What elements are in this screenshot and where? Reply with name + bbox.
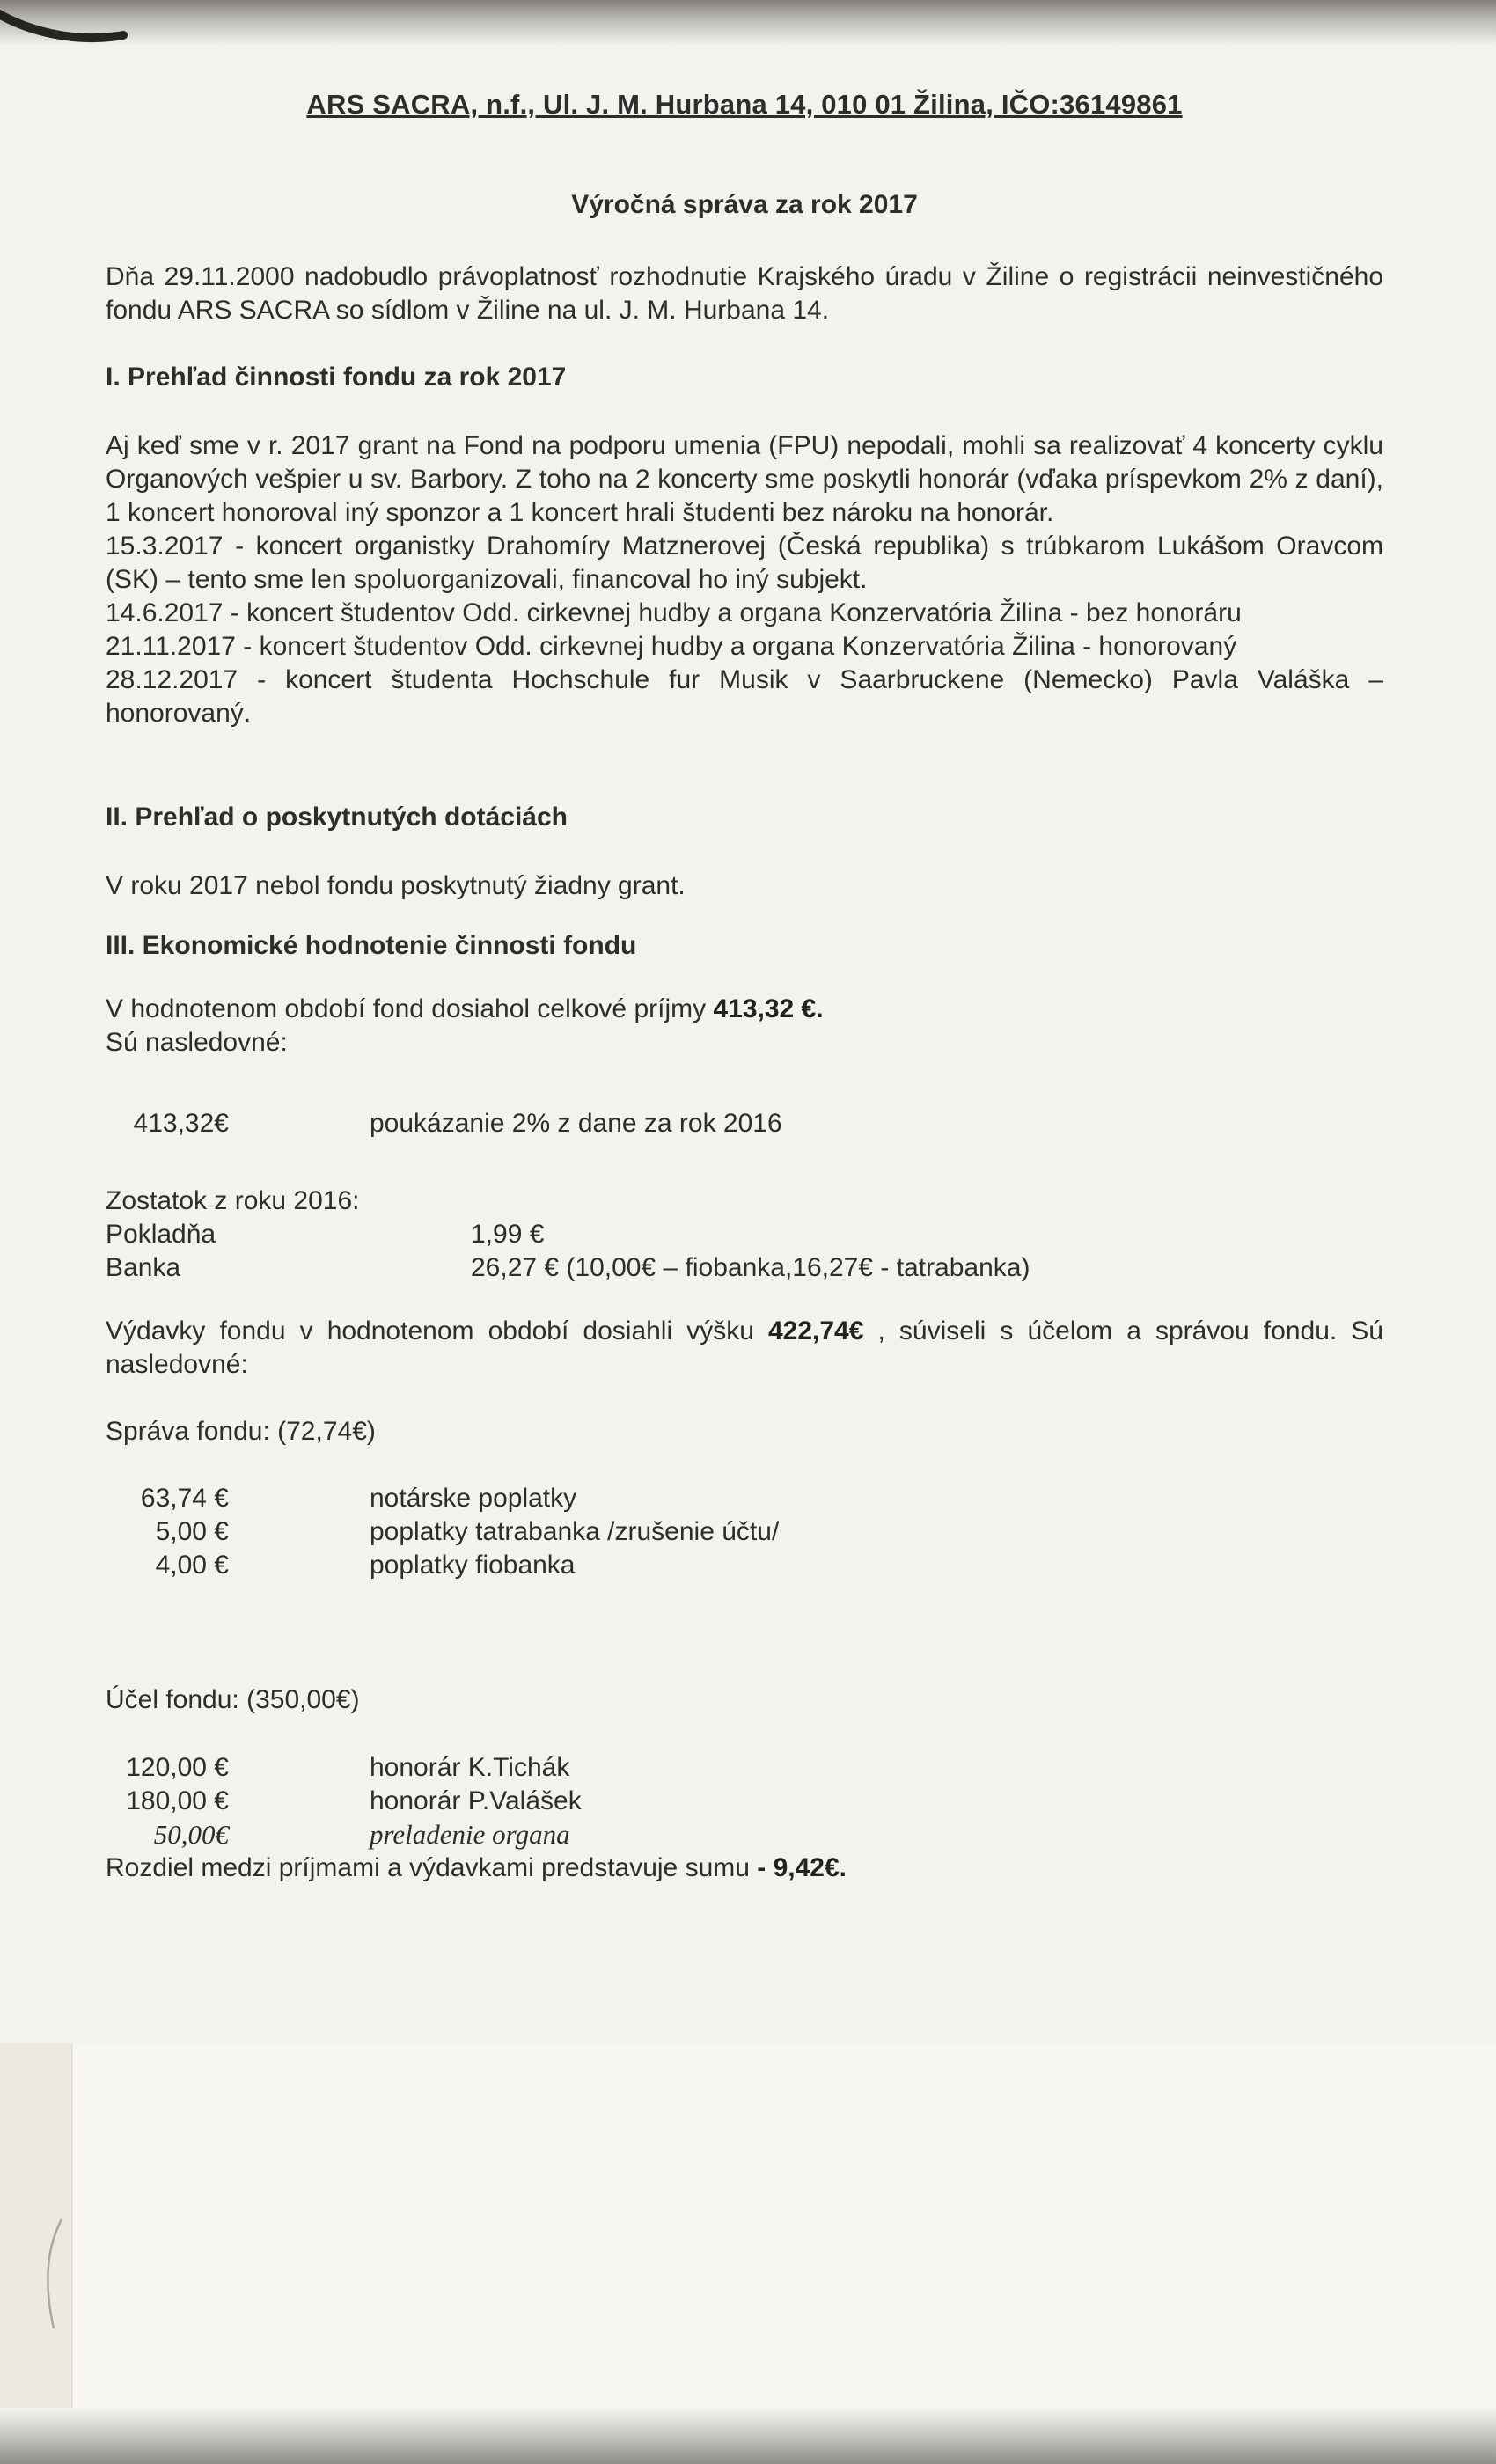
balance-row xyxy=(106,1251,1383,1285)
concert-item: 28.12.2017 - koncert študenta Hochschule fur Musik v Saarbruckene (Nemecko) Pavla Valáška – honorovaný. xyxy=(106,665,1383,728)
expense-row xyxy=(106,1482,1383,1515)
income-intro-text: V hodnotenom období fond dosiahol celkové príjmy xyxy=(106,994,714,1023)
expense-amount: 5,00 € xyxy=(155,1517,229,1546)
expense-description: poplatky tatrabanka /zrušenie účtu/ xyxy=(370,1517,780,1546)
expenses-total-value: 422,74€ xyxy=(767,1316,864,1346)
document-header: ARS SACRA, n.f., Ul. J. M. Hurbana 14, 010 01 Žilina, IČO:36149861 xyxy=(306,89,1183,120)
expense-row xyxy=(106,1515,1383,1549)
expense-description: poplatky fiobanka xyxy=(370,1551,576,1580)
purpose-expenses-table xyxy=(106,1751,1383,1852)
income-description: poukázanie 2% z dane za rok 2016 xyxy=(370,1109,782,1138)
expense-amount: 120,00 € xyxy=(126,1753,229,1782)
income-intro-line xyxy=(106,993,1383,1026)
expense-amount: 180,00 € xyxy=(126,1786,229,1815)
concert-item: 15.3.2017 - koncert organistky Drahomíry Matznerovej (Česká republika) s trúbkarom Lukášom Oravcom (SK) – tento sme len spoluorganizovali, financoval ho iný subjekt. xyxy=(106,532,1383,594)
result-text: Rozdiel medzi príjmami a výdavkami predstavuje sumu xyxy=(106,1853,758,1882)
result-line xyxy=(106,1852,1383,1885)
balance-value: 26,27 € (10,00€ – fiobanka,16,27€ - tatrabanka) xyxy=(471,1253,1030,1282)
income-intro xyxy=(106,993,1383,1060)
income-table xyxy=(106,1107,1383,1140)
concert-item: 21.11.2017 - koncert študentov Odd. cirkevnej hudby a organa Konzervatória Žilina - honorovaný xyxy=(106,632,1237,661)
expense-row xyxy=(106,1751,1383,1785)
balance-heading: Zostatok z roku 2016: xyxy=(106,1186,360,1215)
section-2-paragraph: V roku 2017 nebol fondu poskytnutý žiadny grant. xyxy=(106,871,686,900)
admin-expenses-table xyxy=(106,1482,1383,1582)
balance-label: Banka xyxy=(106,1253,181,1282)
concert-item: 14.6.2017 - koncert študentov Odd. cirkevnej hudby a organa Konzervatória Žilina - bez honoráru xyxy=(106,598,1242,627)
balance-value: 1,99 € xyxy=(471,1220,545,1249)
balance-table xyxy=(106,1218,1383,1285)
income-row xyxy=(106,1107,1383,1140)
income-amount: 413,32€ xyxy=(133,1109,229,1138)
expenses-paragraph xyxy=(106,1315,1383,1382)
admin-expenses-heading: Správa fondu: (72,74€) xyxy=(106,1417,376,1446)
page-content xyxy=(106,88,1383,1885)
expense-amount: 63,74 € xyxy=(140,1484,229,1513)
expense-row xyxy=(106,1785,1383,1818)
purpose-expenses-heading: Účel fondu: (350,00€) xyxy=(106,1685,360,1714)
expenses-text: Výdavky fondu v hodnotenom období dosiahli výšku xyxy=(106,1316,768,1346)
expenses-text-suffix: , súviseli s účelom a správou fondu. Sú nasledovné: xyxy=(106,1316,1383,1379)
intro-paragraph: Dňa 29.11.2000 nadobudlo právoplatnosť rozhodnutie Krajského úradu v Žiline o registrácii neinvestičného fondu ARS SACRA so sídlom v Žiline na ul. J. M. Hurbana 14. xyxy=(106,262,1383,325)
expense-row-handwritten xyxy=(106,1818,1383,1852)
expense-amount: 50,00€ xyxy=(153,1819,229,1850)
balance-label: Pokladňa xyxy=(106,1220,216,1249)
expense-description: notárske poplatky xyxy=(370,1484,577,1513)
section-3-heading: III. Ekonomické hodnotenie činnosti fondu xyxy=(106,931,637,960)
expense-description: preladenie organa xyxy=(370,1819,570,1850)
expense-amount: 4,00 € xyxy=(155,1551,229,1580)
balance-row xyxy=(106,1218,1383,1251)
expense-description: honorár K.Tichák xyxy=(370,1753,570,1782)
concert-list xyxy=(106,530,1383,730)
section-1-paragraph: Aj keď sme v r. 2017 grant na Fond na podporu umenia (FPU) nepodali, mohli sa realizovať 4 koncerty cyklu Organových vešpier u sv. Barbory. Z toho na 2 koncerty sme poskytli honorár (vďaka príspevkom 2% z daní), 1 koncert honoroval iný sponzor a 1 koncert hrali študenti bez nároku na honorár. xyxy=(106,431,1383,527)
scan-artifact-curve xyxy=(0,0,150,56)
income-follow-line: Sú nasledovné: xyxy=(106,1028,288,1057)
scan-artifact-pen-mark xyxy=(40,2218,70,2332)
result-value: - 9,42€. xyxy=(757,1853,847,1882)
section-2-heading: II. Prehľad o poskytnutých dotáciách xyxy=(106,803,568,832)
document-title: Výročná správa za rok 2017 xyxy=(571,190,918,219)
scan-lower-sheet xyxy=(72,2043,1496,2429)
expense-description: honorár P.Valášek xyxy=(370,1786,582,1815)
section-1-heading: I. Prehľad činnosti fondu za rok 2017 xyxy=(106,363,567,392)
scan-page-seam xyxy=(71,2043,73,2429)
income-total-value: 413,32 €. xyxy=(713,994,824,1023)
expense-row xyxy=(106,1549,1383,1582)
scan-bottom-shadow xyxy=(0,2408,1496,2464)
scan-top-shadow xyxy=(0,0,1496,46)
